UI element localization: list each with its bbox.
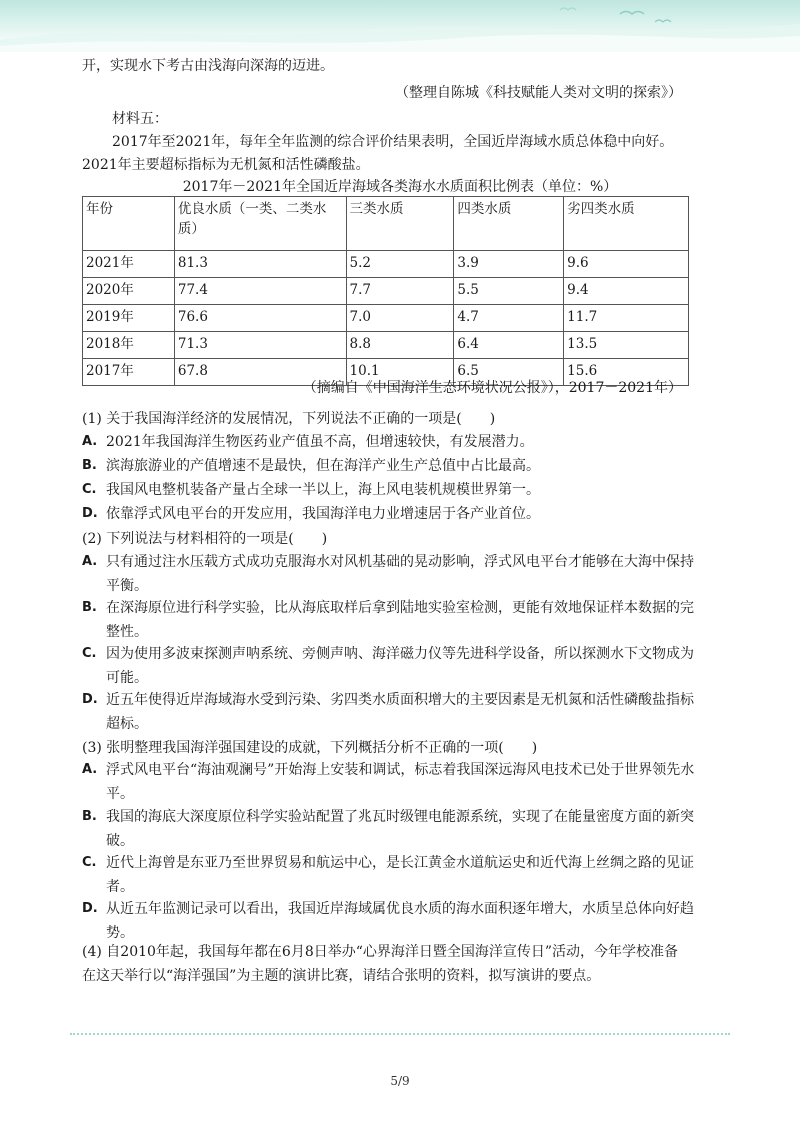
option-label: A. <box>82 762 98 777</box>
table-cell: 6.5 <box>454 359 564 386</box>
question-3-option-b[interactable] <box>82 805 702 853</box>
table-cell: 9.6 <box>564 251 689 278</box>
table-caption: 2017年－2021年全国近岸海域各类海水水质面积比例表（单位：%） <box>182 179 618 195</box>
question-2-stem: (2) 下列说法与材料相符的一项是( ) <box>82 531 328 547</box>
table-cell: 76.6 <box>174 305 346 332</box>
question-4-stem-continued: 在这天举行以“海洋强国”为主题的演讲比赛，请结合张明的资料，拟写演讲的要点。 <box>82 968 601 984</box>
option-text: 从近五年监测记录可以看出，我国近岸海域属优良水质的海水面积逐年增大，水质呈总体向好趋势。 <box>106 901 694 941</box>
table-cell: 2019年 <box>83 305 175 332</box>
question-3-option-a[interactable] <box>82 758 702 806</box>
table-row <box>83 332 689 359</box>
table-cell: 4.7 <box>454 305 564 332</box>
table-header-cell: 优良水质（一类、二类水质） <box>174 197 346 251</box>
bird-icon <box>560 8 576 10</box>
table-header-cell: 年份 <box>83 197 175 251</box>
option-label: D. <box>82 692 98 707</box>
table-cell: 6.4 <box>454 332 564 359</box>
water-quality-table <box>82 196 689 386</box>
question-1-stem: (1) 关于我国海洋经济的发展情况，下列说法不正确的一项是( ) <box>82 411 496 427</box>
table-cell: 5.2 <box>346 251 454 278</box>
question-2-option-a[interactable] <box>82 550 702 598</box>
table-cell: 15.6 <box>564 359 689 386</box>
table-cell: 8.8 <box>346 332 454 359</box>
option-text: 2021年我国海洋生物医药业产值虽不高，但增速较快，有发展潜力。 <box>106 434 534 450</box>
decorative-header-band <box>0 0 800 52</box>
option-text: 浮式风电平台“海油观澜号”开始海上安装和调试，标志着我国深远海风电技术已处于世界领先水平。 <box>106 762 695 802</box>
question-3-option-d[interactable] <box>82 897 702 945</box>
table-row <box>83 305 689 332</box>
option-text: 我国风电整机装备产量占全球一半以上，海上风电装机规模世界第一。 <box>106 482 540 498</box>
paragraph-line: 2021年主要超标指标为无机氮和活性磷酸盐。 <box>82 157 370 173</box>
question-1-option-c[interactable] <box>82 478 702 502</box>
continued-paragraph-line: 开，实现水下考古由浅海向深海的迈进。 <box>82 58 334 74</box>
option-label: C. <box>82 646 97 661</box>
option-label: C. <box>82 855 97 870</box>
table-cell: 2018年 <box>83 332 175 359</box>
option-text: 只有通过注水压载方式成功克服海水对风机基础的晃动影响，浮式风电平台才能够在大海中保持平衡。 <box>106 554 694 594</box>
option-label: A. <box>82 554 98 569</box>
option-label: B. <box>82 458 97 473</box>
table-cell: 67.8 <box>174 359 346 386</box>
table-cell: 11.7 <box>564 305 689 332</box>
option-text: 近代上海曾是东亚乃至世界贸易和航运中心，是长江黄金水道航运史和近代海上丝绸之路的见证者。 <box>106 855 694 895</box>
table-cell: 2017年 <box>83 359 175 386</box>
header-wave-decoration <box>0 0 800 52</box>
option-label: D. <box>82 901 98 916</box>
option-label: B. <box>82 809 97 824</box>
table-header-cell: 四类水质 <box>454 197 564 251</box>
table-header-cell: 三类水质 <box>346 197 454 251</box>
table-cell: 77.4 <box>174 278 346 305</box>
table-header-row <box>83 197 689 251</box>
question-1-option-a[interactable] <box>82 430 702 454</box>
table-row <box>83 278 689 305</box>
question-2-option-b[interactable] <box>82 596 702 644</box>
source-citation-2: （摘编自《中国海洋生态环境状况公报》），2017－2021年） <box>302 380 682 396</box>
footer-divider <box>70 1033 730 1035</box>
bird-icon <box>620 12 644 15</box>
option-label: A. <box>82 434 98 449</box>
option-text: 近五年使得近岸海域海水受到污染、劣四类水质面积增大的主要因素是无机氮和活性磷酸盐指标超标。 <box>106 692 694 732</box>
table-cell: 9.4 <box>564 278 689 305</box>
table-header-cell: 劣四类水质 <box>564 197 689 251</box>
question-3-option-c[interactable] <box>82 851 702 899</box>
table-cell: 81.3 <box>174 251 346 278</box>
option-label: B. <box>82 600 97 615</box>
bird-icon <box>655 20 671 22</box>
source-citation-1: （整理自陈城《科技赋能人类对文明的探索》） <box>395 85 682 101</box>
table-cell: 7.0 <box>346 305 454 332</box>
table-cell: 3.9 <box>454 251 564 278</box>
table-cell: 7.7 <box>346 278 454 305</box>
table-cell: 5.5 <box>454 278 564 305</box>
question-2-option-d[interactable] <box>82 688 702 736</box>
paragraph-line: 2017年至2021年，每年全年监测的综合评价结果表明，全国近岸海域水质总体稳中向好。 <box>112 134 674 150</box>
option-label: C. <box>82 482 97 497</box>
table-cell: 2021年 <box>83 251 175 278</box>
option-text: 我国的海底大深度原位科学实验站配置了兆瓦时级锂电能源系统，实现了在能量密度方面的新突破。 <box>106 809 694 849</box>
option-text: 在深海原位进行科学实验，比从海底取样后拿到陆地实验室检测，更能有效地保证样本数据的完整性。 <box>106 600 694 640</box>
option-text: 滨海旅游业的产值增速不是最快，但在海洋产业生产总值中占比最高。 <box>106 458 540 474</box>
table-cell: 10.1 <box>346 359 454 386</box>
question-1-option-d[interactable] <box>82 502 702 526</box>
question-1-option-b[interactable] <box>82 454 702 478</box>
option-label: D. <box>82 506 98 521</box>
question-3-stem: (3) 张明整理我国海洋强国建设的成就，下列概括分析不正确的一项( ) <box>82 740 538 756</box>
page-number: 5/9 <box>390 1074 410 1088</box>
option-text: 因为使用多波束探测声呐系统、旁侧声呐、海洋磁力仪等先进科学设备，所以探测水下文物成为可能。 <box>106 646 694 686</box>
option-text: 依靠浮式风电平台的开发应用，我国海洋电力业增速居于各产业首位。 <box>106 506 540 522</box>
table-row <box>83 251 689 278</box>
table-cell: 2020年 <box>83 278 175 305</box>
question-4-stem: (4) 自2010年起，我国每年都在6月8日举办“心界海洋日暨全国海洋宣传日”活动，今年学校准备 <box>82 944 679 960</box>
table-cell: 13.5 <box>564 332 689 359</box>
question-2-option-c[interactable] <box>82 642 702 690</box>
table-cell: 71.3 <box>174 332 346 359</box>
material-title: 材料五： <box>112 111 168 127</box>
